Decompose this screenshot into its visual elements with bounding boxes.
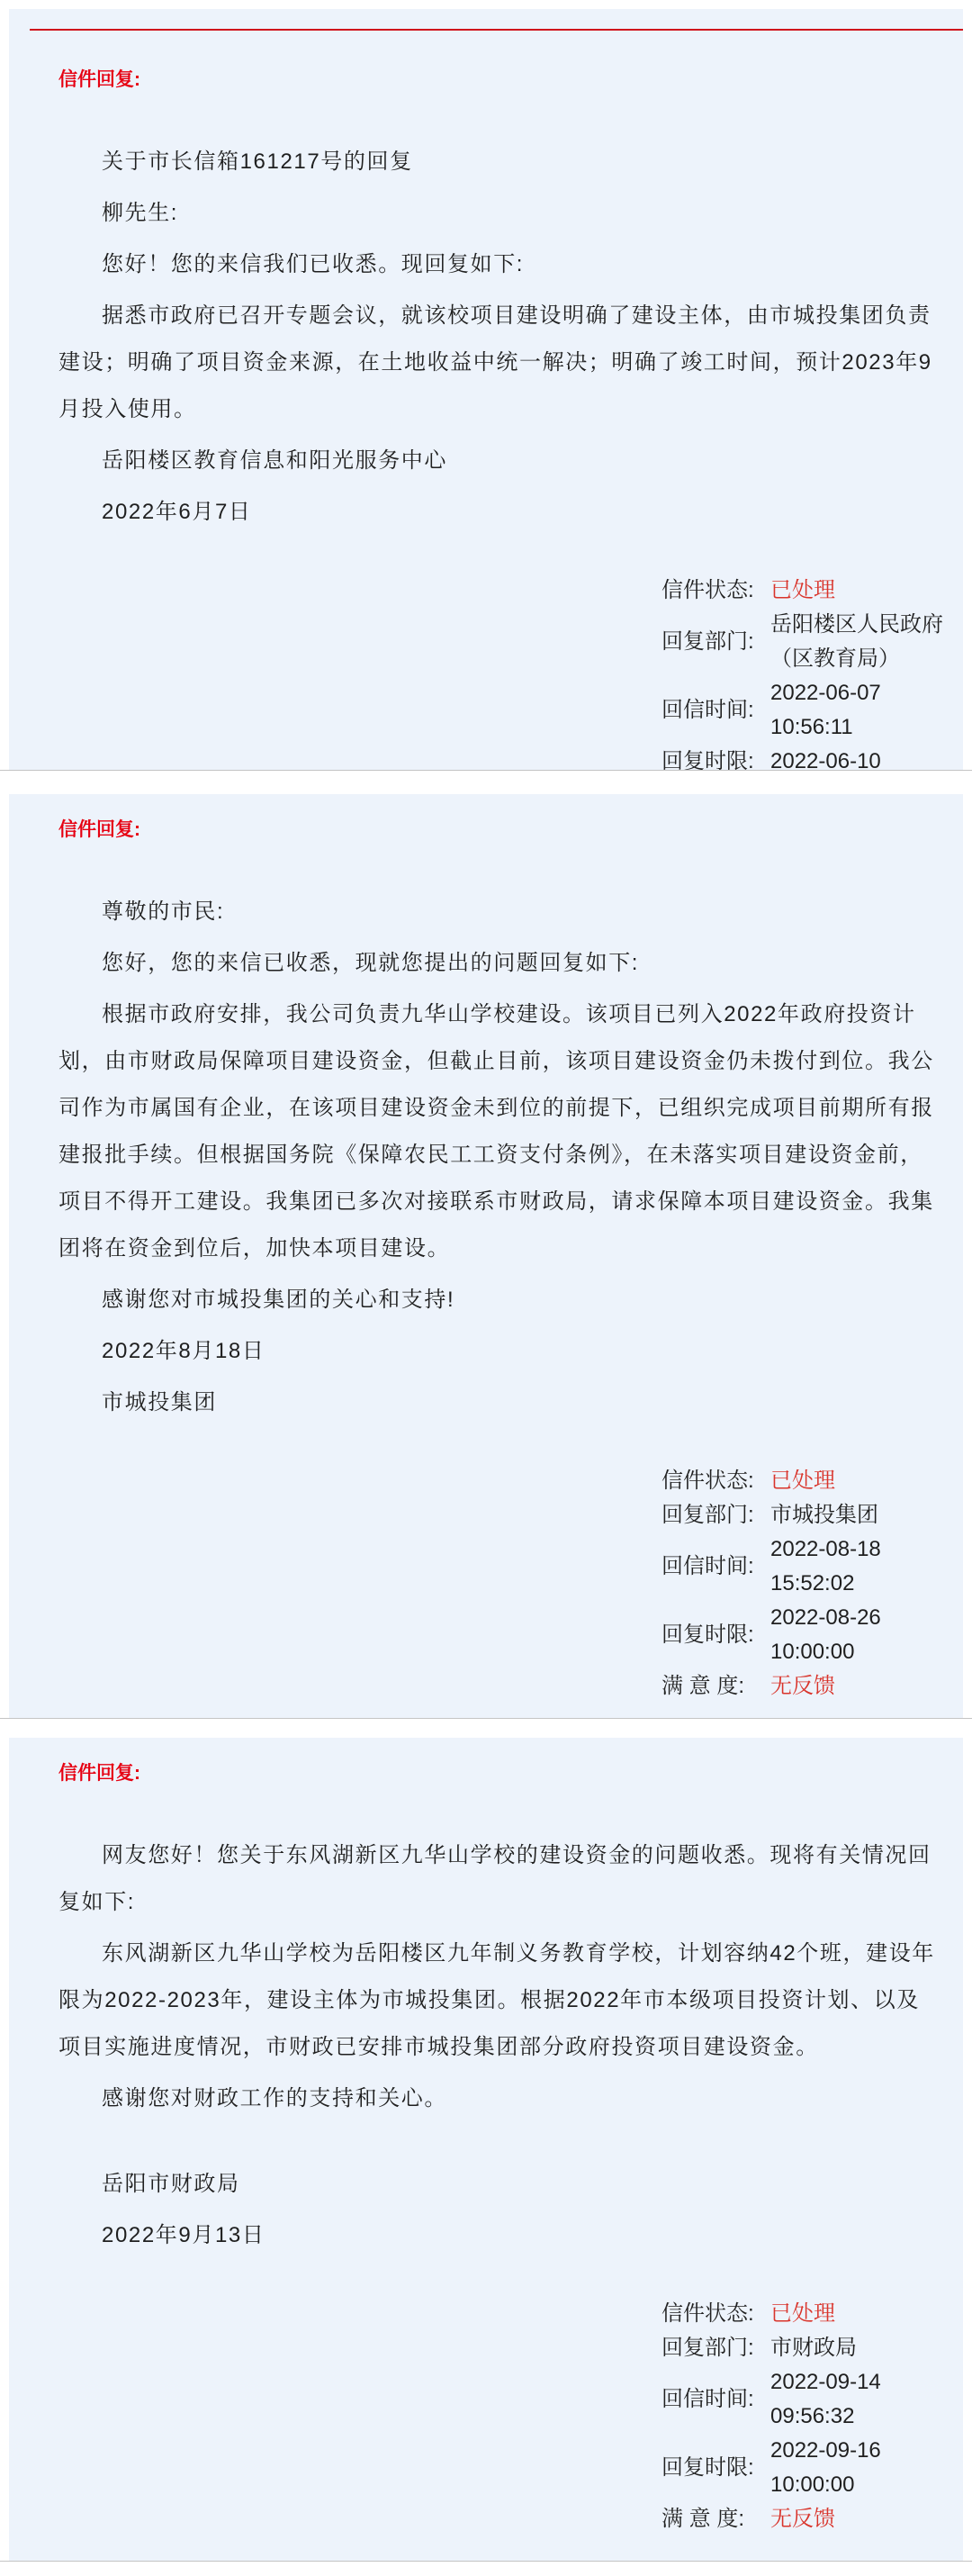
red-divider-line (30, 29, 963, 31)
status-label: 回复部门: (662, 629, 754, 654)
status-label: 回复部门: (662, 2336, 754, 2360)
status-label: 回信时间: (662, 698, 754, 722)
status-row (662, 1532, 960, 1601)
reply-paragraph: 2022年8月18日 (102, 1339, 266, 1363)
reply-paragraph: 网友您好！您关于东风湖新区九华山学校的建设资金的问题收悉。现将有关情况回复如下: (58, 1843, 932, 1914)
letter-reply-card (9, 794, 963, 1718)
separator-line (0, 770, 972, 771)
status-row (662, 1601, 960, 1669)
status-value: 岳阳楼区人民政府（区教育局） (770, 612, 943, 671)
reply-section-title: 信件回复: (58, 819, 140, 840)
status-row (662, 574, 960, 608)
status-label: 回信时间: (662, 2387, 754, 2411)
status-value: 2022-09-14 09:56:32 (770, 2370, 881, 2428)
status-label: 信件状态: (662, 578, 754, 602)
status-label: 回复部门: (662, 1503, 754, 1527)
reply-paragraph: 2022年6月7日 (102, 500, 252, 524)
status-value: 市城投集团 (770, 1503, 878, 1527)
reply-paragraph: 感谢您对市城投集团的关心和支持! (102, 1288, 455, 1312)
status-value: 已处理 (770, 2301, 835, 2326)
status-value: 2022-09-16 10:00:00 (770, 2438, 881, 2497)
letter-reply-card (9, 9, 963, 770)
status-value: 无反馈 (770, 2507, 835, 2531)
separator-line (0, 2561, 972, 2562)
status-label: 信件状态: (662, 1469, 754, 1493)
status-row (662, 1498, 960, 1532)
status-label: 回复时限: (662, 2455, 754, 2480)
reply-section-title: 信件回复: (58, 69, 140, 90)
reply-paragraph: 尊敬的市民: (102, 899, 225, 924)
status-row (662, 2297, 960, 2331)
status-value: 无反馈 (770, 1674, 835, 1698)
status-label: 信件状态: (662, 2301, 754, 2326)
reply-paragraph: 市城投集团 (102, 1390, 217, 1415)
reply-paragraph (58, 2127, 936, 2161)
status-row (662, 608, 960, 676)
letter-reply-card (9, 1738, 963, 2561)
status-label: 满 意 度: (662, 2507, 745, 2531)
status-value: 已处理 (770, 1469, 835, 1493)
letter-reply-page (0, 9, 972, 2562)
reply-section-title: 信件回复: (58, 1763, 140, 1784)
status-label: 回复时限: (662, 749, 754, 770)
reply-paragraph: 岳阳楼区教育信息和阳光服务中心 (102, 448, 447, 473)
reply-paragraph: 感谢您对财政工作的支持和关心。 (102, 2086, 447, 2111)
reply-body (58, 889, 936, 1426)
status-value: 2022-06-07 10:56:11 (770, 681, 881, 739)
reply-paragraph: 根据市政府安排，我公司负责九华山学校建设。该项目已列入2022年政府投资计划，由市财政局保障项目建设资金，但截止目前，该项目建设资金仍未拨付到位。我公司作为市属国有企业，在该项目建设资金未到位的前提下，已组织完成项目前期所有报建报批手续。但根据国务院《保障农民工工资支付条例》，在未落实项目建设资金前，项目不得开工建设。我集团已多次对接联系市财政局，请求保障本项目建设资金。我集团将在资金到位后，加快本项目建设。 (58, 1002, 934, 1261)
status-row (662, 2331, 960, 2365)
status-value: 2022-08-26 10:00:00 (770, 1605, 881, 1664)
reply-paragraph: 柳先生: (102, 201, 179, 225)
status-label: 满 意 度: (662, 1674, 745, 1698)
status-value: 市财政局 (770, 2336, 857, 2360)
separator-line (0, 1718, 972, 1719)
status-value: 已处理 (770, 578, 835, 602)
letter-status-block (662, 574, 960, 770)
status-row (662, 1669, 960, 1704)
letter-status-block (662, 1464, 960, 1704)
reply-paragraph: 据悉市政府已召开专题会议，就该校项目建设明确了建设主体，由市城投集团负责建设；明确了项目资金来源，在土地收益中统一解决；明确了竣工时间，预计2023年9月投入使用。 (58, 303, 932, 421)
reply-paragraph: 2022年9月13日 (102, 2223, 266, 2247)
status-row (662, 2434, 960, 2502)
reply-paragraph: 您好！您的来信我们已收悉。现回复如下: (102, 252, 525, 276)
status-row (662, 2365, 960, 2434)
reply-body (58, 1832, 936, 2259)
status-row (662, 745, 960, 770)
reply-paragraph: 关于市长信箱161217号的回复 (102, 149, 413, 174)
reply-paragraph: 东风湖新区九华山学校为岳阳楼区九年制义务教育学校，计划容纳42个班，建设年限为2022-2023年，建设主体为市城投集团。根据2022年市本级项目投资计划、以及项目实施进度情况，市财政已安排市城投集团部分政府投资项目建设资金。 (58, 1941, 935, 2059)
status-row (662, 2502, 960, 2536)
status-label: 回信时间: (662, 1554, 754, 1578)
status-row (662, 1464, 960, 1498)
status-row (662, 676, 960, 745)
status-label: 回复时限: (662, 1622, 754, 1647)
reply-paragraph: 您好，您的来信已收悉，现就您提出的问题回复如下: (102, 951, 640, 975)
status-value: 2022-08-18 15:52:02 (770, 1537, 881, 1595)
status-value: 2022-06-10 (770, 749, 881, 770)
letter-status-block (662, 2297, 960, 2536)
reply-body (58, 139, 936, 536)
reply-paragraph: 岳阳市财政局 (102, 2172, 240, 2196)
